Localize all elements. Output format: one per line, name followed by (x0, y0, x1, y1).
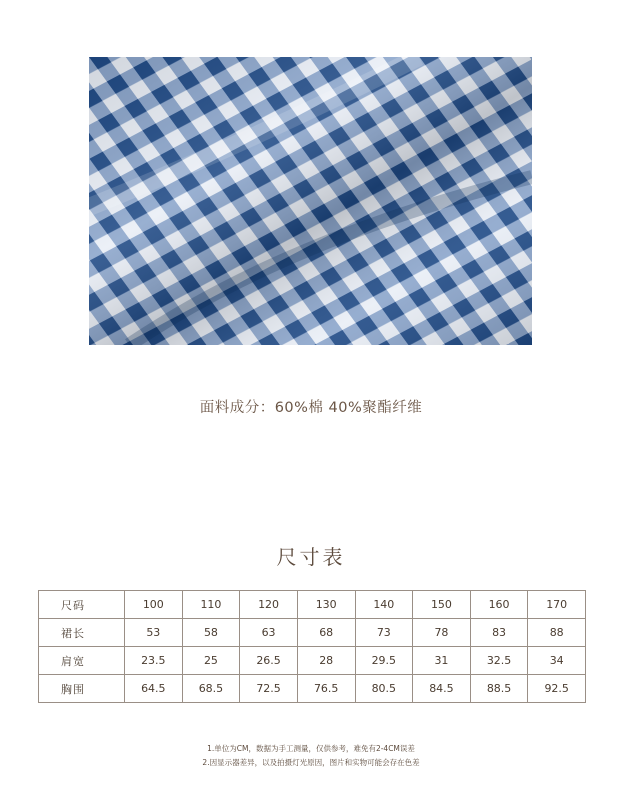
size-cell: 120 (240, 591, 298, 619)
fabric-composition: 面料成分：60%棉 40%聚酯纤维 (199, 400, 423, 416)
size-cell: 64.5 (125, 675, 183, 703)
size-cell: 28 (297, 647, 355, 675)
size-cell: 88 (528, 619, 586, 647)
row-label: 肩宽 (39, 647, 125, 675)
row-label: 胸围 (39, 675, 125, 703)
note-line: 2.因显示器差异，以及拍摄灯光原因，图片和实物可能会存在色差 (202, 758, 420, 767)
size-chart-title: 尺寸表 (276, 545, 346, 569)
size-chart-table (38, 590, 586, 703)
size-cell: 72.5 (240, 675, 298, 703)
notes (0, 742, 622, 770)
size-cell: 110 (182, 591, 240, 619)
size-cell: 88.5 (470, 675, 528, 703)
size-cell: 76.5 (297, 675, 355, 703)
size-cell: 68 (297, 619, 355, 647)
size-cell: 68.5 (182, 675, 240, 703)
size-cell: 160 (470, 591, 528, 619)
size-cell: 100 (125, 591, 183, 619)
size-cell: 150 (413, 591, 471, 619)
size-row (39, 647, 586, 675)
fabric-photo (89, 57, 532, 345)
size-cell: 84.5 (413, 675, 471, 703)
size-row (39, 675, 586, 703)
size-cell: 34 (528, 647, 586, 675)
size-cell: 92.5 (528, 675, 586, 703)
size-cell: 32.5 (470, 647, 528, 675)
gingham-pattern (89, 57, 532, 345)
row-label: 裙长 (39, 619, 125, 647)
size-cell: 23.5 (125, 647, 183, 675)
size-row (39, 619, 586, 647)
note-line: 1.单位为CM，数据为手工测量，仅供参考，难免有2-4CM误差 (207, 744, 415, 753)
size-cell: 80.5 (355, 675, 413, 703)
size-cell: 73 (355, 619, 413, 647)
size-row (39, 591, 586, 619)
size-cell: 78 (413, 619, 471, 647)
size-cell: 53 (125, 619, 183, 647)
size-cell: 83 (470, 619, 528, 647)
size-cell: 170 (528, 591, 586, 619)
size-cell: 31 (413, 647, 471, 675)
size-cell: 58 (182, 619, 240, 647)
size-cell: 25 (182, 647, 240, 675)
size-cell: 29.5 (355, 647, 413, 675)
size-cell: 63 (240, 619, 298, 647)
size-cell: 140 (355, 591, 413, 619)
size-cell: 26.5 (240, 647, 298, 675)
row-label: 尺码 (39, 591, 125, 619)
size-cell: 130 (297, 591, 355, 619)
